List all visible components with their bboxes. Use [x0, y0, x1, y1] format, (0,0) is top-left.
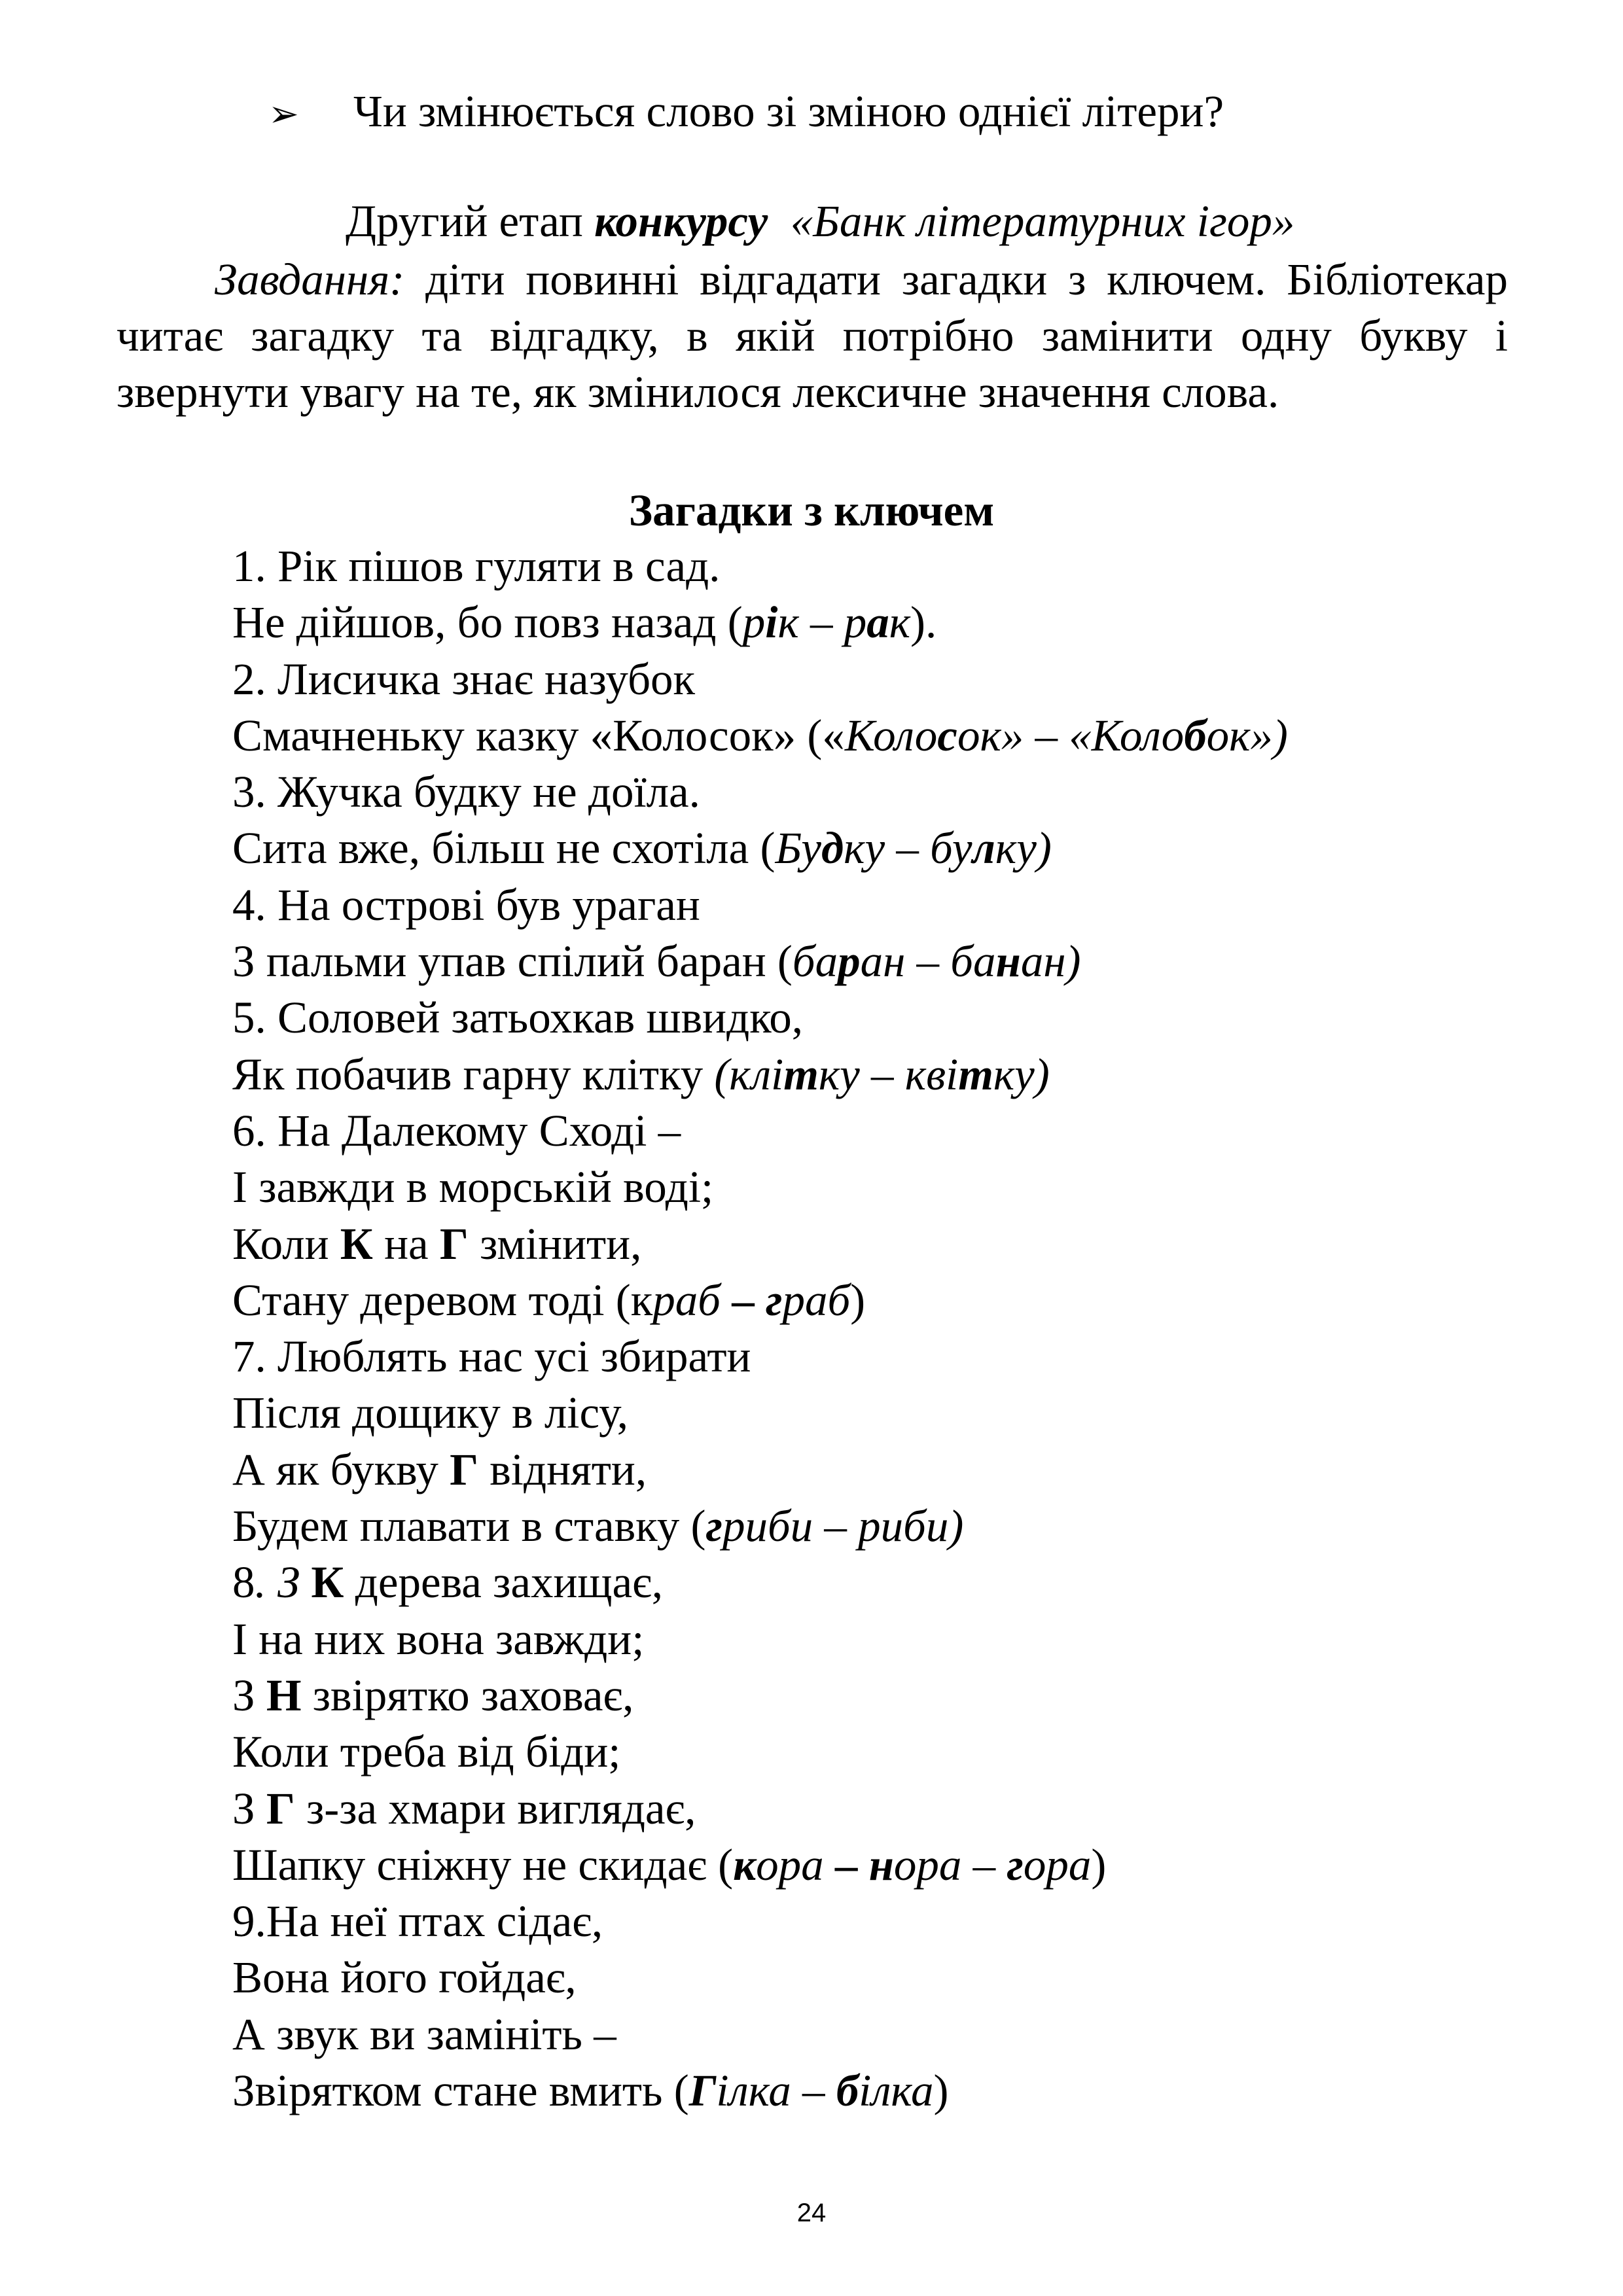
section-heading: Загадки з ключем — [628, 486, 995, 535]
riddle-answer-line: Сита вже, більш не схотіла (Будку – булку) — [232, 823, 1052, 874]
task-label: Завдання: — [215, 255, 405, 304]
riddle-answer-line: Смачненьку казку «Колосок» («Колосок» – «Колобок») — [232, 710, 1288, 760]
stage-title — [346, 194, 1294, 249]
task-text: діти повинні відгадати загадки з ключем. Бібліотекар читає загадку та відгадку, в якій потрібно замінити одну букву і звернути увагу на те, як змінилося лексичне значення слова. — [116, 255, 1508, 417]
arrow-bullet-icon: ➢ — [268, 93, 299, 135]
stage-prefix: Другий етап — [346, 196, 595, 246]
riddle-answer-line: З пальми упав спілий баран (баран – банан) — [232, 936, 1081, 987]
riddle-line: А як букву Г відняти, — [232, 1444, 647, 1494]
riddle-answer-line: Як побачив гарну клітку (клітку – квітку) — [232, 1049, 1050, 1099]
riddle-answer-line: Не дійшов, бо повз назад (рік – рак). — [232, 597, 937, 648]
riddle-line: А звук ви замініть – — [232, 2009, 616, 2059]
riddle-line: І на них вона завжди; — [232, 1614, 645, 1664]
riddle-line: 7. Люблять нас усі збирати — [232, 1332, 751, 1382]
riddles-list — [232, 538, 1288, 2119]
riddle-line: 8. З К дерева захищає, — [232, 1557, 664, 1608]
riddle-line: Вона його гойдає, — [232, 1952, 577, 2003]
riddle-line: 6. На Далекому Сході – — [232, 1105, 681, 1156]
riddle-line: Коли К на Г змінити, — [232, 1218, 642, 1269]
stage-bold: конкурсу — [594, 196, 768, 246]
question-line — [268, 84, 1224, 142]
riddle-line: Коли треба від біди; — [232, 1727, 621, 1777]
riddle-line: 3. Жучка будку не доїла. — [232, 767, 700, 817]
riddle-line: 4. На острові був ураган — [232, 879, 700, 930]
page-number: 24 — [796, 2199, 827, 2227]
riddle-line: 1. Рік пішов гуляти в сад. — [232, 541, 721, 591]
riddle-line: Після дощику в лісу, — [232, 1388, 628, 1438]
riddle-line: 5. Соловей затьохкав швидко, — [232, 993, 803, 1043]
question-text: Чи змінюється слово зі зміною однієї літери? — [353, 86, 1224, 136]
riddle-line: З Н звірятко заховає, — [232, 1670, 634, 1720]
riddle-answer-line: Шапку сніжну не скидає (кора – нора – гора) — [232, 1839, 1107, 1890]
riddle-answer-line: Стану деревом тоді (краб – граб) — [232, 1275, 866, 1325]
stage-italic: «Банк літературних ігор» — [790, 196, 1295, 246]
riddle-line: І завжди в морській воді; — [232, 1162, 714, 1212]
riddle-line: 2. Лисичка знає назубок — [232, 654, 696, 704]
riddle-answer-line: Звірятком стане вмить (Гілка – білка) — [232, 2066, 949, 2116]
riddle-line: 9.На неї птах сідає, — [232, 1896, 603, 1947]
task-paragraph — [116, 251, 1508, 420]
riddle-line: З Г з-за хмари виглядає, — [232, 1783, 696, 1833]
riddle-answer-line: Будем плавати в ставку (гриби – риби) — [232, 1501, 964, 1551]
